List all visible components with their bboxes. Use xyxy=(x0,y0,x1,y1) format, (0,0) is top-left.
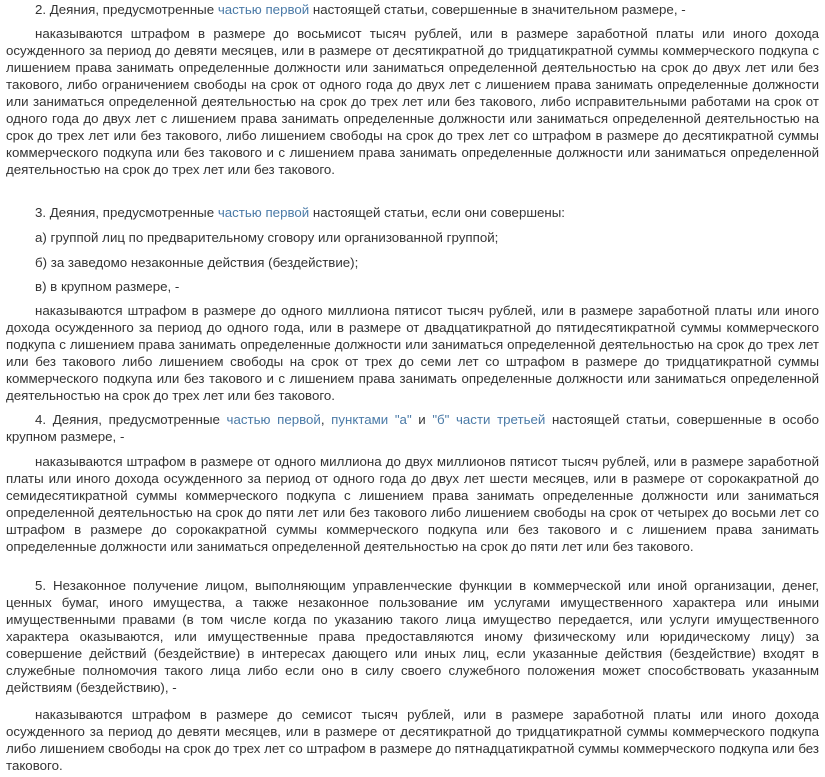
link-part-one[interactable]: частью первой xyxy=(226,412,321,427)
paragraph-text: настоящей статьи, совершенные в значительном размере, - xyxy=(309,2,686,17)
paragraph-part-4 xyxy=(6,411,819,445)
paragraph-punishment-part-2: наказываются штрафом в размере до восьмисот тысяч рублей, или в размере заработной платы или иного дохода осужденного за период до девяти месяцев, или в размере от десятикратной до тридцатикратной суммы коммерческого подкупа с лишением права занимать определенные должности или заниматься определенной деятельностью на срок до двух лет или без такового, либо ограничением свободы на срок от одного года до двух лет с лишением права занимать определенные должности или заниматься определенной деятельностью на срок до трех лет или без такового, либо исправительными работами на срок от одного года до двух лет с лишением права занимать определенные должности или заниматься определенной деятельностью на срок до трех лет или без такового, либо лишением свободы на срок до трех лет со штрафом в размере до десятикратной суммы коммерческого подкупа или без такового и с лишением права занимать определенные должности или заниматься определенной деятельностью на срок до трех лет или без такового. xyxy=(6,26,819,177)
paragraph-part-5: 5. Незаконное получение лицом, выполняющим управленческие функции в коммерческой или иной организации, денег, ценных бумаг, иного имущества, а также незаконное пользование им услугами имущественного характера или иными имущественными правами (в том числе когда по указанию такого лица имущество передается, или услуги имущественного характера оказываются, или имущественные права предоставляются иному физическому или юридическому лицу) за совершение действий (бездействие) в интересах дающего или иных лиц, если указанные действия (бездействие) входят в служебные полномочия такого лица либо если оно в силу своего служебного положения может способствовать указанным действиям (бездействию), - xyxy=(6,578,819,695)
paragraph-text: настоящей статьи, если они совершены: xyxy=(309,205,565,220)
link-part-one[interactable]: частью первой xyxy=(217,205,310,220)
paragraph-punishment-part-5: наказываются штрафом в размере до семисот тысяч рублей, или в размере заработной платы или иного дохода осужденного за период до девяти месяцев, или в размере от десятикратной до тридцатикратной суммы коммерческого подкупа либо лишением свободы на срок до трех лет со штрафом в размере до пятнадцатикратной суммы коммерческого подкупа или без такового. xyxy=(6,707,819,773)
paragraph-text: и xyxy=(411,412,433,427)
item-b: б) за заведомо незаконные действия (бездействие); xyxy=(35,255,359,270)
paragraph-part-3 xyxy=(6,204,819,221)
paragraph-part-2 xyxy=(6,1,819,18)
paragraph-text: настоящей статьи, совершенные в особо крупном размере, - xyxy=(6,412,820,444)
paragraph-text: 2. Деяния, предусмотренные xyxy=(35,2,218,17)
link-points-a[interactable]: пунктами "а" xyxy=(331,412,412,427)
item-a: а) группой лиц по предварительному сговору или организованной группой; xyxy=(35,230,499,245)
paragraph-punishment-part-4: наказываются штрафом в размере от одного миллиона до двух миллионов пятисот тысяч рублей, или в размере заработной платы или иного дохода осужденного за период от одного года до двух лет шести месяцев, или в размере от сорокакратной до семидесятикратной суммы коммерческого подкупа с лишением права занимать определенные должности или заниматься определенной деятельностью на срок до пяти лет или без такового либо лишением свободы на срок от четырех до восьми лет со штрафом в размере до сорокакратной суммы коммерческого подкупа или без такового и с лишением права занимать определенные должности или заниматься определенной деятельностью на срок до пяти лет или без такового. xyxy=(6,454,819,554)
link-part-one[interactable]: частью первой xyxy=(217,2,310,17)
paragraph-text: , xyxy=(320,412,332,427)
paragraph-punishment-part-3: наказываются штрафом в размере до одного миллиона пятисот тысяч рублей, или в размере заработной платы или иного дохода осужденного за период до одного года, или в размере от двадцатикратной до пятидесятикратной суммы коммерческого подкупа с лишением права занимать определенные должности или заниматься определенной деятельностью на срок до трех лет или без такового либо лишением свободы на срок от трех до семи лет со штрафом в размере до тридцатикратной суммы коммерческого подкупа или без такового и с лишением права занимать определенные должности или заниматься определенной деятельностью на срок до трех лет или без такового. xyxy=(6,303,819,403)
link-point-b-part-three[interactable]: "б" части третьей xyxy=(432,412,546,427)
item-v: в) в крупном размере, - xyxy=(35,279,180,294)
paragraph-text: 3. Деяния, предусмотренные xyxy=(35,205,218,220)
paragraph-text: 4. Деяния, предусмотренные xyxy=(35,412,227,427)
